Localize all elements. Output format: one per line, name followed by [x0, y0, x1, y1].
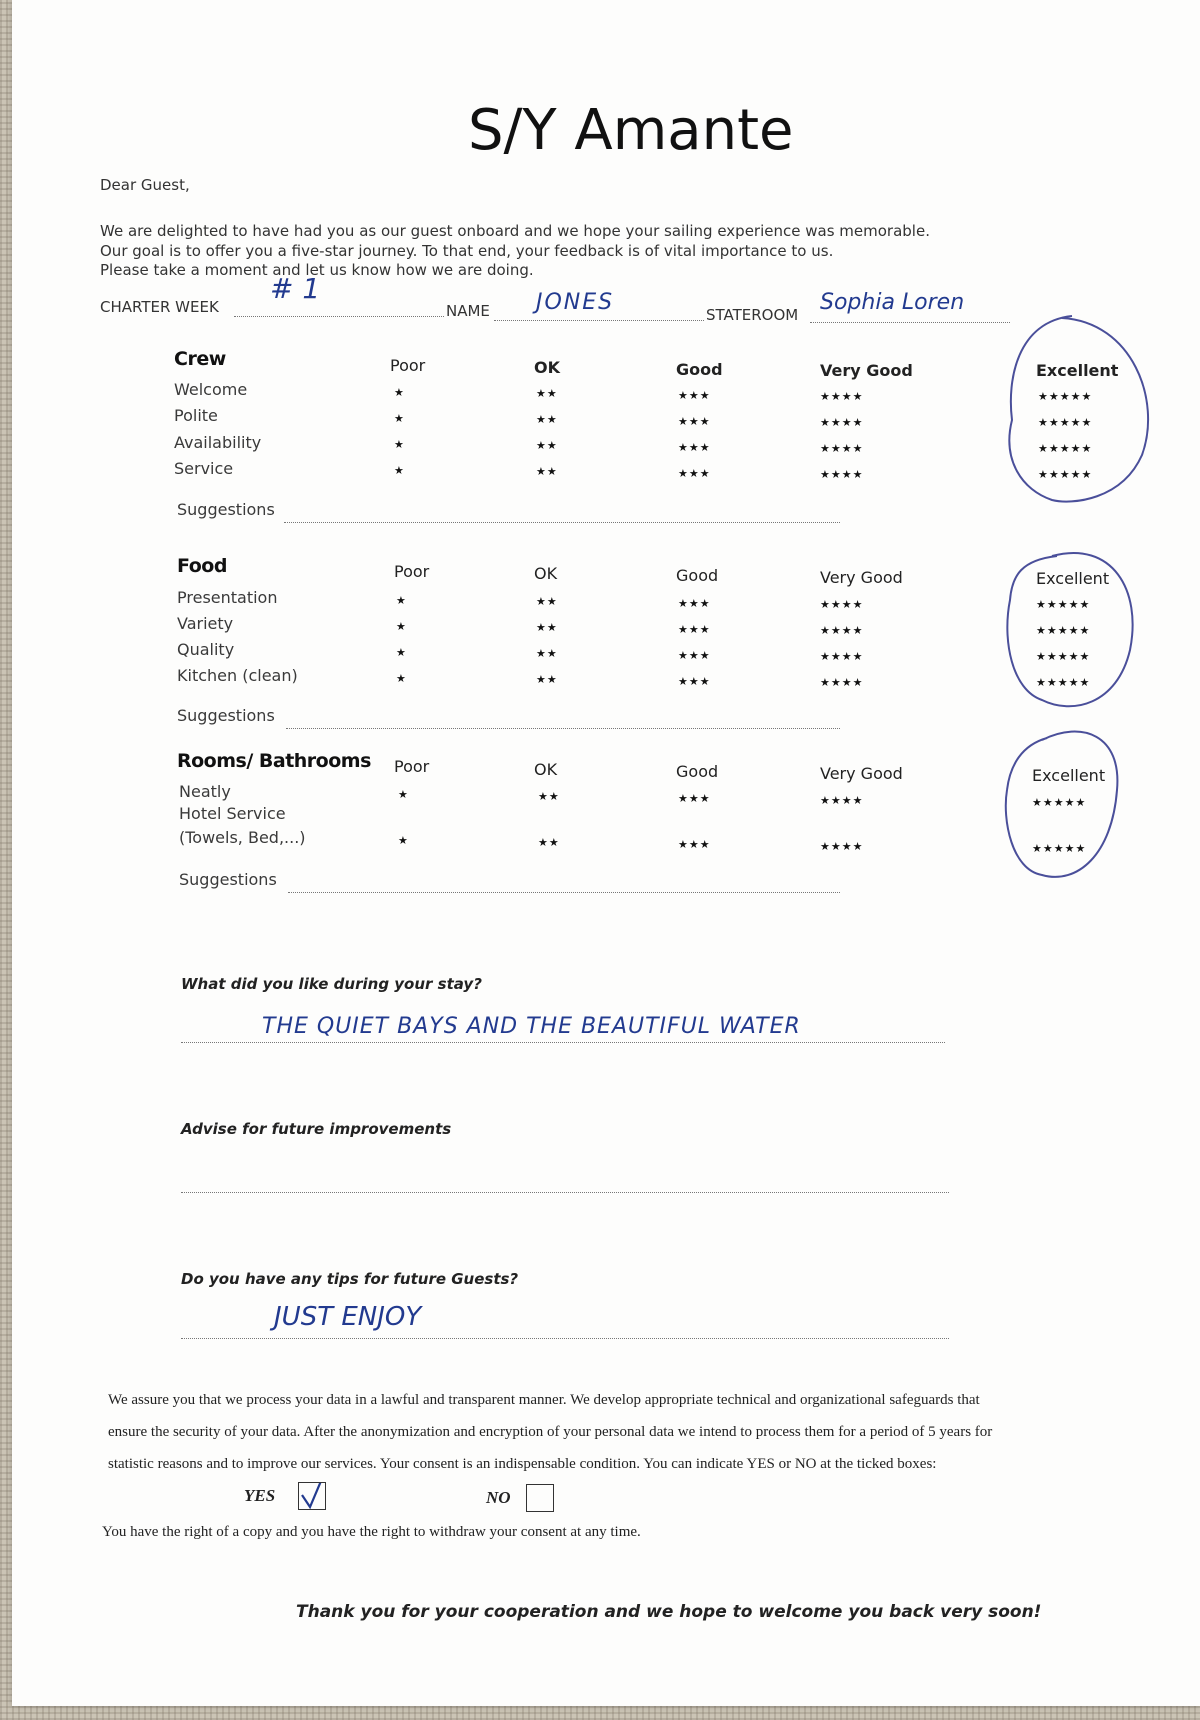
checkmark-icon [299, 1483, 325, 1509]
consent-yes-checkbox[interactable] [298, 1482, 326, 1510]
star-rating-2[interactable]: ★★ [536, 439, 558, 452]
intro-line-3: Please take a moment and let us know how we are doing. [100, 261, 534, 279]
food-item-kitchen: Kitchen (clean) [177, 666, 298, 685]
food-section-title: Food [177, 555, 227, 577]
charter-week-label: CHARTER WEEK [100, 298, 219, 316]
star-rating-5[interactable]: ★★★★★ [1032, 796, 1087, 809]
consent-no-checkbox[interactable] [526, 1484, 554, 1512]
star-rating-3[interactable]: ★★★ [678, 838, 711, 851]
star-rating-5[interactable]: ★★★★★ [1038, 442, 1093, 455]
star-rating-2[interactable]: ★★ [536, 413, 558, 426]
star-rating-1[interactable]: ★ [398, 834, 409, 847]
consent-yes-label: YES [244, 1486, 276, 1505]
intro-line-2: Our goal is to offer you a five-star journey. To that end, your feedback is of vital importance to us. [100, 242, 834, 260]
crew-col-good: Good [676, 360, 723, 379]
question-tips-line [181, 1338, 949, 1339]
closing-message: Thank you for your cooperation and we hope to welcome you back very soon! [296, 1602, 1042, 1622]
star-rating-5[interactable]: ★★★★★ [1038, 390, 1093, 403]
rooms-col-good: Good [676, 762, 719, 781]
star-rating-2[interactable]: ★★ [538, 790, 560, 803]
consent-withdraw-text: You have the right of a copy and you have the right to withdraw your consent at any time. [102, 1524, 641, 1540]
question-tips-answer[interactable]: JUST ENJOY [274, 1302, 422, 1332]
star-rating-4[interactable]: ★★★★ [820, 390, 864, 403]
star-rating-5[interactable]: ★★★★★ [1036, 650, 1091, 663]
star-rating-1[interactable]: ★ [394, 386, 405, 399]
star-rating-4[interactable]: ★★★★ [820, 598, 864, 611]
form-title: S/Y Amante [468, 98, 794, 163]
rooms-item-towels-bed: (Towels, Bed,...) [179, 828, 306, 847]
star-rating-5[interactable]: ★★★★★ [1036, 624, 1091, 637]
crew-col-ok: OK [534, 358, 560, 377]
name-value[interactable]: JONES [536, 290, 615, 315]
crew-col-excellent: Excellent [1036, 361, 1119, 380]
star-rating-5[interactable]: ★★★★★ [1036, 676, 1091, 689]
food-col-good: Good [676, 566, 719, 585]
star-rating-4[interactable]: ★★★★ [820, 840, 864, 853]
star-rating-3[interactable]: ★★★ [678, 467, 711, 480]
question-liked-line [181, 1042, 945, 1043]
star-rating-2[interactable]: ★★ [536, 621, 558, 634]
charter-week-value[interactable]: # 1 [270, 272, 321, 305]
rooms-item-neatly: Neatly [179, 782, 231, 801]
rooms-suggestions-label: Suggestions [179, 870, 277, 889]
star-rating-1[interactable]: ★ [396, 620, 407, 633]
star-rating-4[interactable]: ★★★★ [820, 650, 864, 663]
rooms-section-title: Rooms/ Bathrooms [177, 750, 371, 772]
name-label: NAME [446, 302, 490, 320]
star-rating-4[interactable]: ★★★★ [820, 442, 864, 455]
question-tips-label: Do you have any tips for future Guests? [181, 1270, 519, 1288]
consent-no-label: NO [486, 1488, 511, 1507]
star-rating-2[interactable]: ★★ [536, 595, 558, 608]
greeting: Dear Guest, [100, 176, 190, 194]
star-rating-1[interactable]: ★ [394, 412, 405, 425]
food-excellent-circle [1007, 553, 1132, 706]
crew-item-service: Service [174, 459, 234, 478]
question-improvements-line[interactable] [181, 1192, 949, 1193]
star-rating-1[interactable]: ★ [396, 594, 407, 607]
handwritten-marks-overlay [12, 0, 1200, 1706]
food-suggestions-label: Suggestions [177, 706, 275, 725]
food-item-quality: Quality [177, 640, 235, 659]
rooms-col-poor: Poor [394, 757, 430, 776]
star-rating-2[interactable]: ★★ [536, 465, 558, 478]
rooms-col-very-good: Very Good [820, 764, 903, 783]
crew-item-welcome: Welcome [174, 380, 248, 399]
feedback-form-sheet [12, 0, 1200, 1706]
crew-item-polite: Polite [174, 406, 218, 425]
star-rating-1[interactable]: ★ [394, 438, 405, 451]
star-rating-1[interactable]: ★ [394, 464, 405, 477]
food-item-presentation: Presentation [177, 588, 278, 607]
rooms-excellent-circle [1006, 732, 1118, 877]
crew-section-title: Crew [174, 348, 226, 370]
star-rating-1[interactable]: ★ [398, 788, 409, 801]
star-rating-5[interactable]: ★★★★★ [1038, 416, 1093, 429]
crew-item-availability: Availability [174, 433, 262, 452]
crew-suggestions-label: Suggestions [177, 500, 275, 519]
crew-excellent-circle [1009, 316, 1148, 502]
star-rating-4[interactable]: ★★★★ [820, 468, 864, 481]
food-col-very-good: Very Good [820, 568, 903, 587]
star-rating-4[interactable]: ★★★★ [820, 416, 864, 429]
food-col-poor: Poor [394, 562, 430, 581]
star-rating-2[interactable]: ★★ [536, 387, 558, 400]
crew-col-poor: Poor [390, 356, 426, 375]
star-rating-2[interactable]: ★★ [536, 647, 558, 660]
star-rating-3[interactable]: ★★★ [678, 675, 711, 688]
star-rating-3[interactable]: ★★★ [678, 441, 711, 454]
star-rating-5[interactable]: ★★★★★ [1036, 598, 1091, 611]
intro-line-1: We are delighted to have had you as our guest onboard and we hope your sailing experience was memorable. [100, 222, 930, 240]
question-liked-answer[interactable]: THE QUIET BAYS AND THE BEAUTIFUL WATER [262, 1014, 801, 1039]
stateroom-label: STATEROOM [706, 306, 799, 324]
star-rating-3[interactable]: ★★★ [678, 389, 711, 402]
star-rating-1[interactable]: ★ [396, 672, 407, 685]
star-rating-4[interactable]: ★★★★ [820, 624, 864, 637]
consent-line-1: We assure you that we process your data in a lawful and transparent manner. We develop appropriate technical and organizational safeguards that [108, 1392, 980, 1408]
rooms-col-ok: OK [534, 760, 558, 779]
star-rating-5[interactable]: ★★★★★ [1032, 842, 1087, 855]
star-rating-3[interactable]: ★★★ [678, 597, 711, 610]
food-col-excellent: Excellent [1036, 569, 1110, 588]
food-col-ok: OK [534, 564, 558, 583]
star-rating-3[interactable]: ★★★ [678, 792, 711, 805]
star-rating-4[interactable]: ★★★★ [820, 676, 864, 689]
star-rating-1[interactable]: ★ [396, 646, 407, 659]
question-improvements-label: Advise for future improvements [181, 1120, 452, 1138]
question-liked-label: What did you like during your stay? [181, 975, 482, 993]
food-item-variety: Variety [177, 614, 234, 633]
rooms-col-excellent: Excellent [1032, 766, 1106, 785]
rooms-item-hotel-service: Hotel Service [179, 804, 286, 823]
stateroom-value[interactable]: Sophia Loren [820, 290, 965, 315]
consent-line-3: statistic reasons and to improve our services. Your consent is an indispensable condition. You can indicate YES or NO at the ticked boxes: [108, 1456, 937, 1472]
star-rating-2[interactable]: ★★ [538, 836, 560, 849]
star-rating-4[interactable]: ★★★★ [820, 794, 864, 807]
star-rating-3[interactable]: ★★★ [678, 415, 711, 428]
consent-line-2: ensure the security of your data. After the anonymization and encryption of your personal data we intend to process them for a period of 5 years for [108, 1424, 993, 1440]
star-rating-5[interactable]: ★★★★★ [1038, 468, 1093, 481]
star-rating-2[interactable]: ★★ [536, 673, 558, 686]
star-rating-3[interactable]: ★★★ [678, 649, 711, 662]
star-rating-3[interactable]: ★★★ [678, 623, 711, 636]
crew-col-very-good: Very Good [820, 361, 913, 380]
